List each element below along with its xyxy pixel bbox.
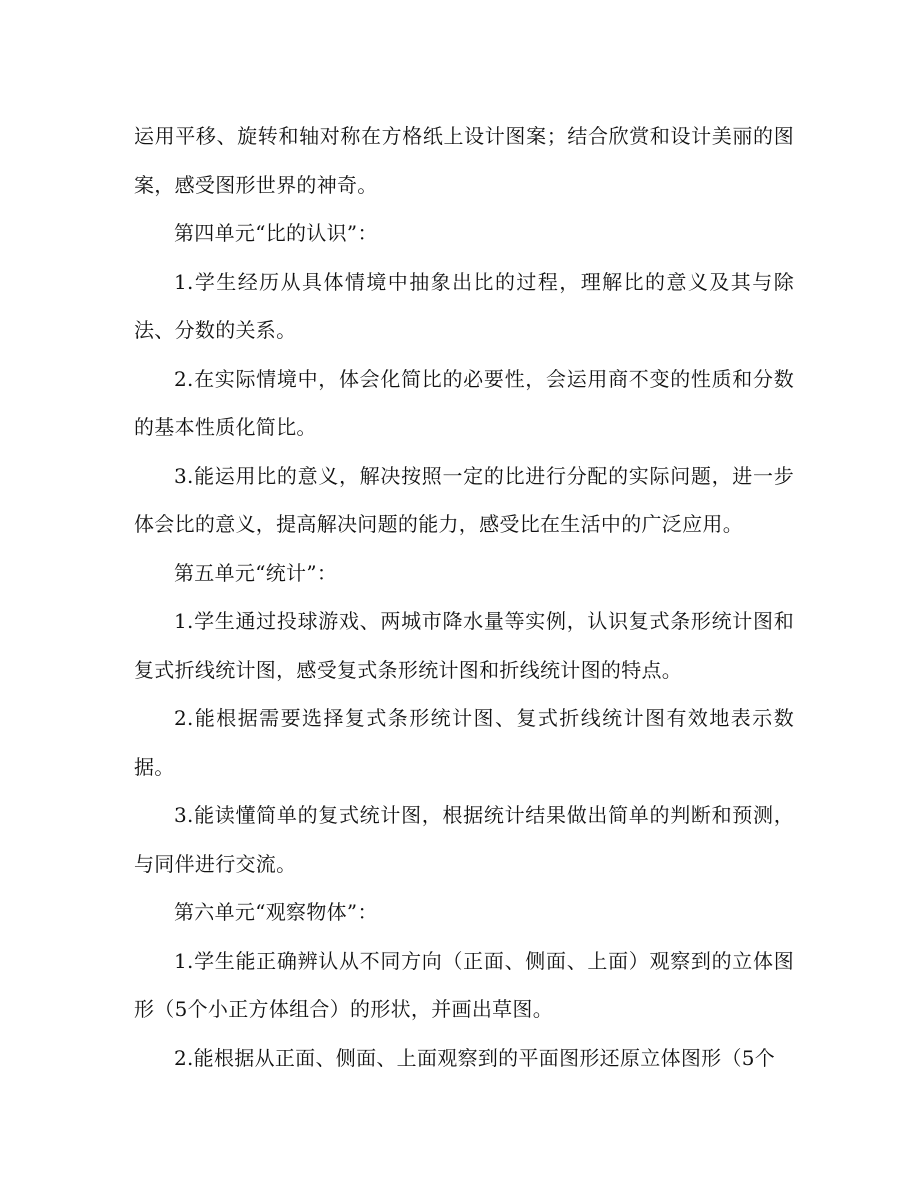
unit-6-item-1: 1.学生能正确辨认从不同方向（正面、侧面、上面）观察到的立体图形（5个小正方体组合）的形状，并画出草图。 [134, 948, 794, 1021]
unit-4-heading: 第四单元“比的认识”： [174, 221, 378, 245]
document-body [134, 112, 794, 1082]
unit-6-item-2: 2.能根据从正面、侧面、上面观察到的平面图形还原立体图形（5个 [174, 1045, 776, 1070]
paragraph-continuation: 运用平移、旋转和轴对称在方格纸上设计图案；结合欣赏和设计美丽的图案，感受图形世界的神奇。 [134, 124, 794, 197]
unit-5-item-2: 2.能根据需要选择复式条形统计图、复式折线统计图有效地表示数据。 [134, 706, 794, 779]
unit-4-item-2: 2.在实际情境中，体会化简比的必要性，会运用商不变的性质和分数的基本性质化简比。 [134, 366, 794, 439]
unit-4-item-3: 3.能运用比的意义，解决按照一定的比进行分配的实际问题，进一步体会比的意义，提高解决问题的能力，感受比在生活中的广泛应用。 [134, 463, 794, 536]
unit-5-heading: 第五单元“统计”： [174, 560, 338, 585]
unit-5-item-1: 1.学生通过投球游戏、两城市降水量等实例，认识复式条形统计图和复式折线统计图，感受复式条形统计图和折线统计图的特点。 [134, 609, 794, 682]
unit-4-item-1: 1.学生经历从具体情境中抽象出比的过程，理解比的意义及其与除法、分数的关系。 [134, 269, 794, 342]
unit-6-heading: 第六单元“观察物体”： [174, 900, 378, 924]
unit-5-item-3: 3.能读懂简单的复式统计图，根据统计结果做出简单的判断和预测，与同伴进行交流。 [134, 803, 794, 876]
